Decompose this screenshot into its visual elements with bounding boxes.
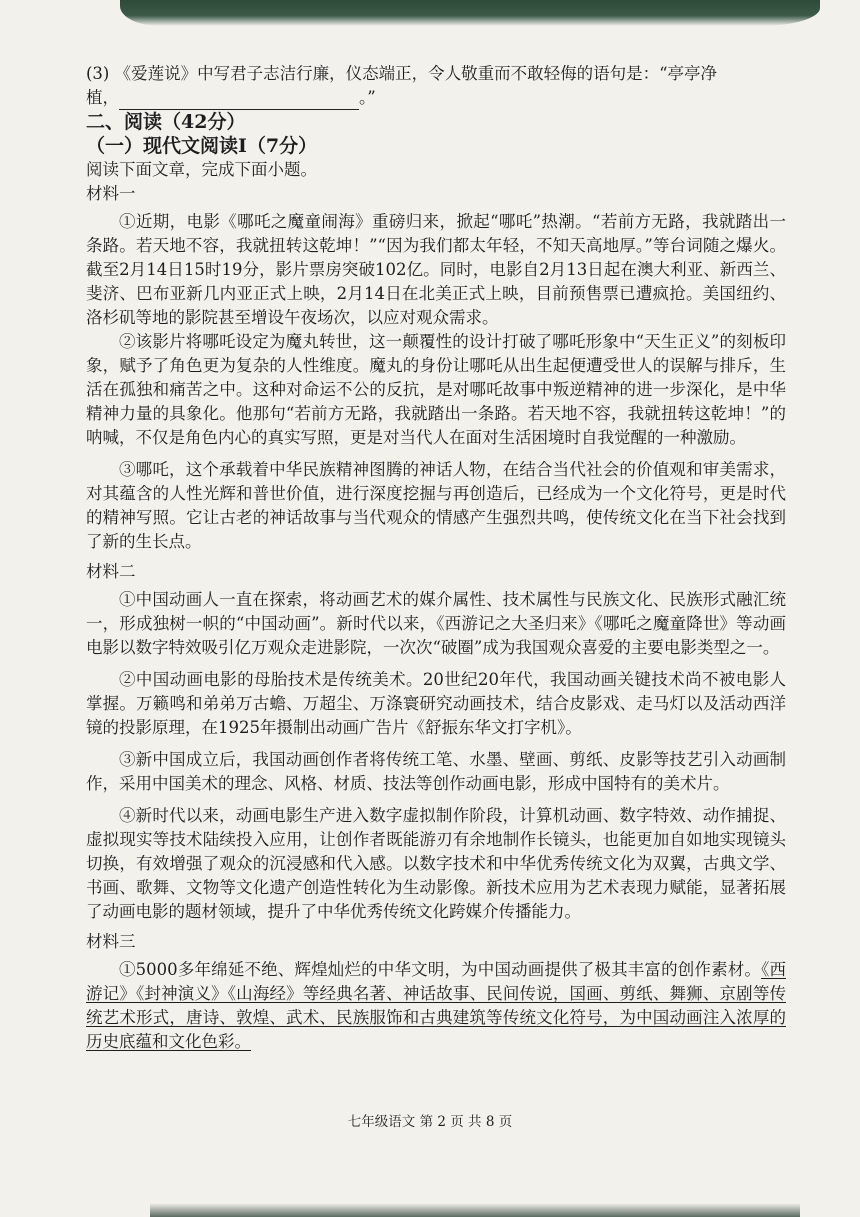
question-3-text: 《爱莲说》中写君子志洁行廉，仪态端正，令人敬重而不敢轻侮的语句是：“亭亭净: [114, 64, 718, 83]
question-3-number: (3): [86, 64, 110, 83]
material-3-plain-text: ①5000多年绵延不绝、辉煌灿烂的中华文明，为中国动画提供了极其丰富的创作素材。: [119, 960, 762, 979]
material-2-paragraph: ③新中国成立后，我国动画创作者将传统工笔、水墨、壁画、剪纸、皮影等技艺引入动画制作，采用中国美术的理念、风格、材质、技法等创作动画电影，形成中国特有的美术片。: [86, 750, 786, 793]
material-2-label: 材料二: [86, 562, 136, 581]
scan-top-edge: [120, 0, 820, 26]
material-1-label: 材料一: [86, 184, 136, 203]
scan-bottom-edge: [150, 1203, 800, 1217]
material-1-paragraph: ②该影片将哪吒设定为魔丸转世，这一颠覆性的设计打破了哪吒形象中“天生正义”的刻板印象，赋予了角色更为复杂的人性维度。魔丸的身份让哪吒从出生起便遭受世人的误解与排斥，生活在孤独和痛苦之中。这种对命运不公的反抗，是对哪吒故事中叛逆精神的进一步深化，是中华精神力量的具象化。他那句“若前方无路，我就踏出一条路。若天地不容，我就扭转这乾坤！”的呐喊，不仅是角色内心的真实写照，更是对当代人在面对生活困境时自我觉醒的一种激励。: [86, 332, 786, 447]
subsection-1-title: （一）现代文阅读Ⅰ（7分）: [86, 135, 318, 157]
material-1-paragraph: ①近期，电影《哪吒之魔童闹海》重磅归来，掀起“哪吒”热潮。“若前方无路，我就踏出一条路。若天地不容，我就扭转这乾坤！”“因为我们都太年轻，不知天高地厚。”等台词随之爆火。截至2月14日15时19分，影片票房突破102亿。同时，电影自2月13日起在澳大利亚、新西兰、斐济、巴布亚新几内亚正式上映，2月14日在北美正式上映，目前预售票已遭疯抢。美国纽约、洛杉矶等地的影院甚至增设午夜场次，以应对观众需求。: [86, 212, 786, 327]
answer-blank[interactable]: [119, 93, 359, 110]
question-3-suffix: 。”: [359, 88, 376, 107]
material-3-paragraph: [86, 958, 786, 1054]
question-3-answer-line: [86, 86, 786, 110]
material-3-underlined-text: 《西游记》《封神演义》《山海经》等经典名著、神话故事、民间传说，国画、剪纸、舞狮、京剧等传统艺术形式，唐诗、敦煌、武术、民族服饰和古典建筑等传统文化符号，为中国动画注入浓厚的历史底蕴和文化色彩。: [86, 960, 786, 1051]
material-3-label: 材料三: [86, 932, 136, 951]
material-2-paragraph: ②中国动画电影的母胎技术是传统美术。20世纪20年代，我国动画关键技术尚不被电影人掌握。万籁鸣和弟弟万古蟾、万超尘、万涤寰研究动画技术，结合皮影戏、走马灯以及活动西洋镜的投影原理，在1925年摄制出动画广告片《舒振东华文打字机》。: [86, 670, 786, 737]
material-2-paragraph: ④新时代以来，动画电影生产进入数字虚拟制作阶段，计算机动画、数字特效、动作捕捉、虚拟现实等技术陆续投入应用，让创作者既能游刃有余地制作长镜头，也能更加自如地实现镜头切换，有效增强了观众的沉浸感和代入感。以数字技术和中华优秀传统文化为双翼，古典文学、书画、歌舞、文物等文化遗产创造性转化为生动影像。新技术应用为艺术表现力赋能，显著拓展了动画电影的题材领域，提升了中华优秀传统文化跨媒介传播能力。: [86, 806, 786, 921]
question-3: [86, 62, 786, 86]
section-2-title: 二、阅读（42分）: [86, 111, 246, 133]
exam-page: [86, 62, 786, 1054]
question-3-prefix: 植，: [86, 88, 119, 107]
material-1-paragraph: ③哪吒，这个承载着中华民族精神图腾的神话人物，在结合当代社会的价值观和审美需求，对其蕴含的人性光辉和普世价值，进行深度挖掘与再创造后，已经成为一个文化符号，更是时代的精神写照。它让古老的神话故事与当代观众的情感产生强烈共鸣，使传统文化在当下社会找到了新的生长点。: [86, 460, 786, 551]
reading-instruction: 阅读下面文章，完成下面小题。: [86, 160, 317, 179]
page-footer: 七年级语文 第 2 页 共 8 页: [347, 1114, 513, 1130]
material-2-paragraph: ①中国动画人一直在探索，将动画艺术的媒介属性、技术属性与民族文化、民族形式融汇统一，形成独树一帜的“中国动画”。新时代以来，《西游记之大圣归来》《哪吒之魔童降世》等动画电影以数字特效吸引亿万观众走进影院，一次次“破圈”成为我国观众喜爱的主要电影类型之一。: [86, 590, 786, 657]
